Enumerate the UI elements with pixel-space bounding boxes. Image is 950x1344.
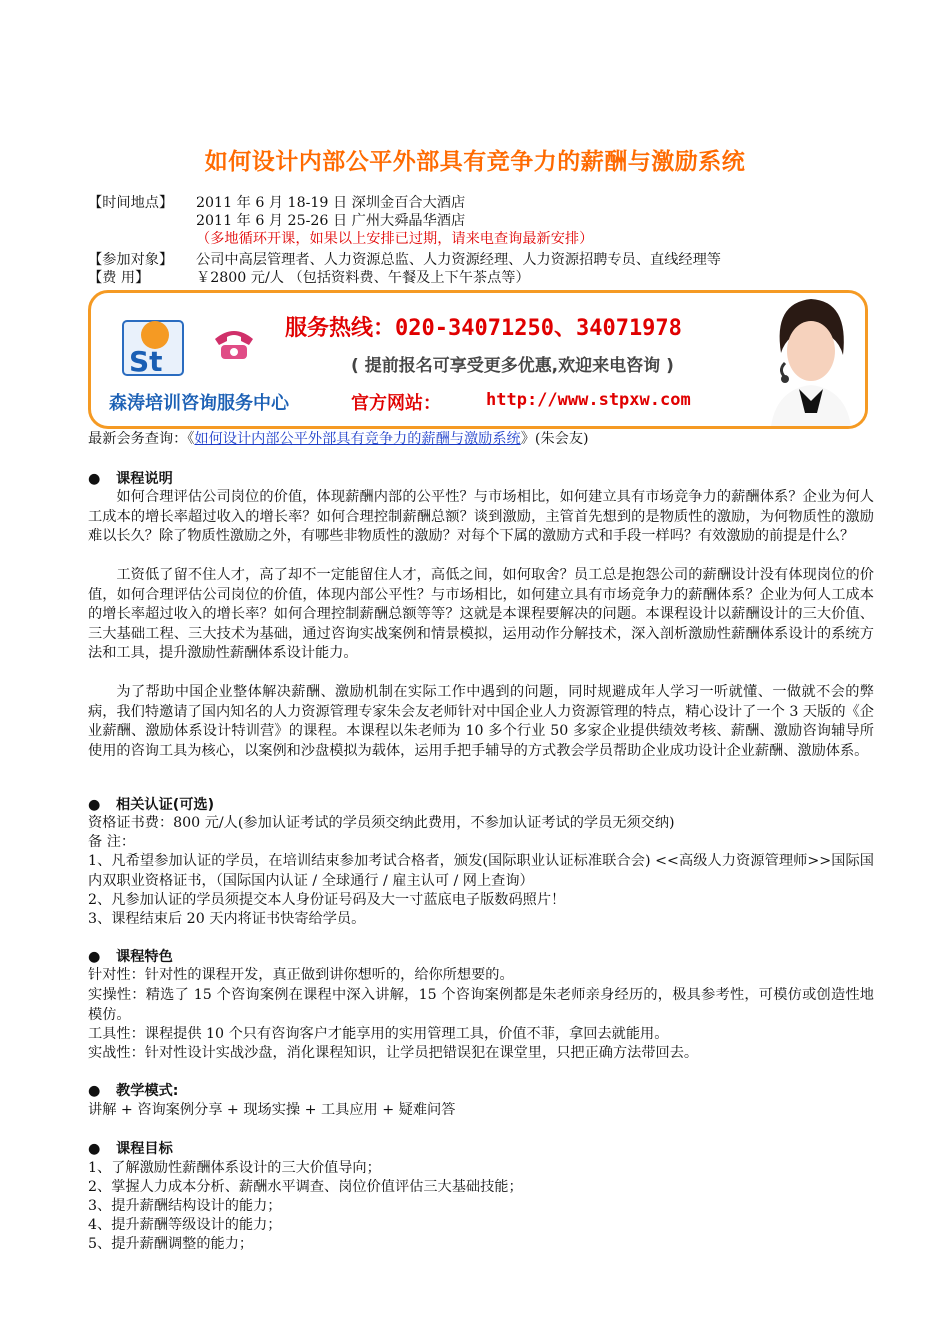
- bullet-icon: ●: [88, 471, 101, 487]
- feature-item-1: 针对性：针对性的课程开发，真正做到讲你想听的，给你所想要的。: [88, 967, 514, 983]
- time-line-1: [88, 194, 465, 212]
- bullet-icon: ●: [88, 949, 101, 965]
- time-value-1: 2011 年 6 月 18-19 日 深圳金百合大酒店: [196, 195, 466, 211]
- audience-value: 公司中高层管理者、人力资源总监、人力资源经理、人力资源招聘专员、直线经理等: [196, 252, 721, 268]
- audience-line: [88, 251, 721, 269]
- intro-paragraph-3: 为了帮助中国企业整体解决薪酬、激励机制在实际工作中遇到的问题，同时规避成年人学习一听就懂、一做就不会的弊病，我们特邀请了国内知名的人力资源管理专家朱会友老师针对中国企业人力资源管理的特点，精心设计了一个 3 天版的《企业薪酬、激励体系设计特训营》的课程。本课程以朱老师为 10 多个行业 50 多家企业提供绩效考核、薪酬、激励咨询辅导所使用的咨询工具为核心，以案例和沙盘模拟为载体，运用手把手辅导的方式教会学员帮助企业成功设计企业薪酬、激励体系。: [88, 684, 874, 759]
- cert-note: 备 注：: [88, 834, 136, 850]
- fee-label: 【费 用】: [88, 270, 150, 286]
- intro-paragraph-1: 如何合理评估公司岗位的价值，体现薪酬内部的公平性？与市场相比，如何建立具有市场竞争力的薪酬体系？企业为何人工成本的增长率超过收入的增长率？如何合理控制薪酬总额？谈到激励，主管首先想到的是物质性的激励，为何物质性的激励难以长久？除了物质性激励之外，有哪些非物质性的激励？对每个下属的激励方式和手段一样吗？有效激励的前提是什么？: [88, 489, 874, 544]
- feature-item-2: 实操性：精选了 15 个咨询案例在课程中深入讲解，15 个咨询案例都是朱老师亲身经历的，极具参考性，可模仿或创造性地模仿。: [88, 987, 874, 1023]
- cert-item-2: 2、凡参加认证的学员须提交本人身份证号码及大一寸蓝底电子版数码照片！: [88, 892, 566, 908]
- feature-heading: ● 课程特色: [88, 949, 173, 965]
- time-label: 【时间地点】: [88, 195, 174, 211]
- person-image: [751, 293, 865, 426]
- hotline: [285, 311, 682, 342]
- goal-heading: ● 课程目标: [88, 1141, 173, 1157]
- bullet-icon: ●: [88, 1083, 101, 1099]
- promo-banner[interactable]: [88, 290, 868, 429]
- cert-item-3: 3、课程结束后 20 天内将证书快寄给学员。: [88, 911, 366, 927]
- query-prefix: 最新会务查询：《: [88, 431, 195, 447]
- logo-text: St: [129, 345, 163, 378]
- time-note-line: [88, 230, 593, 248]
- bullet-icon: ●: [88, 797, 101, 813]
- fee-line: [88, 269, 530, 287]
- audience-label: 【参加对象】: [88, 252, 174, 268]
- time-line-2: [88, 212, 465, 230]
- feature-item-3: 工具性：课程提供 10 个只有咨询客户才能享用的实用管理工具，价值不菲，拿回去就能用。: [88, 1026, 669, 1042]
- goal-item-1: 1、了解激励性薪酬体系设计的三大价值导向；: [88, 1160, 381, 1176]
- phone-icon: [211, 325, 257, 363]
- logo-icon: [121, 315, 185, 379]
- time-note: （多地循环开课，如果以上安排已过期，请来电查询最新安排）: [196, 231, 594, 247]
- goal-item-2: 2、掌握人力成本分析、薪酬水平调查、岗位价值评估三大基础技能；: [88, 1179, 523, 1195]
- intro-paragraph-2: 工资低了留不住人才，高了却不一定能留住人才，高低之间，如何取舍？员工总是抱怨公司的薪酬设计没有体现岗位的价值，如何合理评估公司岗位的价值，体现内部公平性？与市场相比，如何建立具有市场竞争力的薪酬体系？企业为何人工成本的增长率超过收入的增长率？如何合理控制薪酬总额等等？这就是本课程要解决的问题。本课程设计以薪酬设计的三大价值、三大基础工程、三大技术为基础，通过咨询实战案例和情景模拟，运用动作分解技术，深入剖析激励性薪酬体系设计的系统方法和工具，提升激励性薪酬体系设计能力。: [88, 567, 874, 661]
- page-title: 如何设计内部公平外部具有竞争力的薪酬与激励系统: [204, 149, 746, 175]
- query-link[interactable]: 如何设计内部公平外部具有竞争力的薪酬与激励系统: [194, 431, 521, 447]
- cert-item-1: 1、凡希望参加认证的学员，在培训结束参加考试合格者，颁发(国际职业认证标准联合会) <<高级人力资源管理师>>国际国内双职业资格证书，（国际国内认证 / 全球通行 / 雇主认可 / 网上查询）: [88, 853, 874, 889]
- hotline-number: 020-34071250、34071978: [395, 316, 682, 341]
- goal-item-3: 3、提升薪酬结构设计的能力；: [88, 1198, 282, 1214]
- bullet-icon: ●: [88, 1141, 101, 1157]
- time-value-2: 2011 年 6 月 25-26 日 广州大舜晶华酒店: [196, 213, 466, 229]
- website-label: 官方网站：: [351, 393, 441, 414]
- promo-text: ( 提前报名可享受更多优惠,欢迎来电咨询 ): [351, 356, 674, 376]
- feature-item-4: 实战性：针对性设计实战沙盘，消化课程知识，让学员把错误犯在课堂里，只把正确方法带回去。: [88, 1045, 699, 1061]
- website-url[interactable]: http://www.stpxw.com: [486, 390, 691, 410]
- mode-heading: ● 教学模式:: [88, 1083, 179, 1099]
- center-name: 森涛培训咨询服务中心: [109, 393, 289, 414]
- query-suffix: 》(朱会友): [520, 431, 589, 447]
- fee-value: ￥2800 元/人 （包括资料费、午餐及上下午茶点等）: [196, 270, 530, 286]
- goal-item-4: 4、提升薪酬等级设计的能力；: [88, 1217, 282, 1233]
- query-line: [88, 430, 589, 448]
- cert-fee: 资格证书费：800 元/人(参加认证考试的学员须交纳此费用，不参加认证考试的学员无须交纳): [88, 815, 675, 831]
- cert-heading: ● 相关认证(可选): [88, 797, 215, 813]
- intro-heading: ● 课程说明: [88, 471, 173, 487]
- mode-text: 讲解 + 咨询案例分享 + 现场实操 + 工具应用 + 疑难问答: [88, 1102, 456, 1118]
- hotline-label: 服务热线：: [285, 316, 396, 341]
- goal-item-5: 5、提升薪酬调整的能力；: [88, 1236, 254, 1252]
